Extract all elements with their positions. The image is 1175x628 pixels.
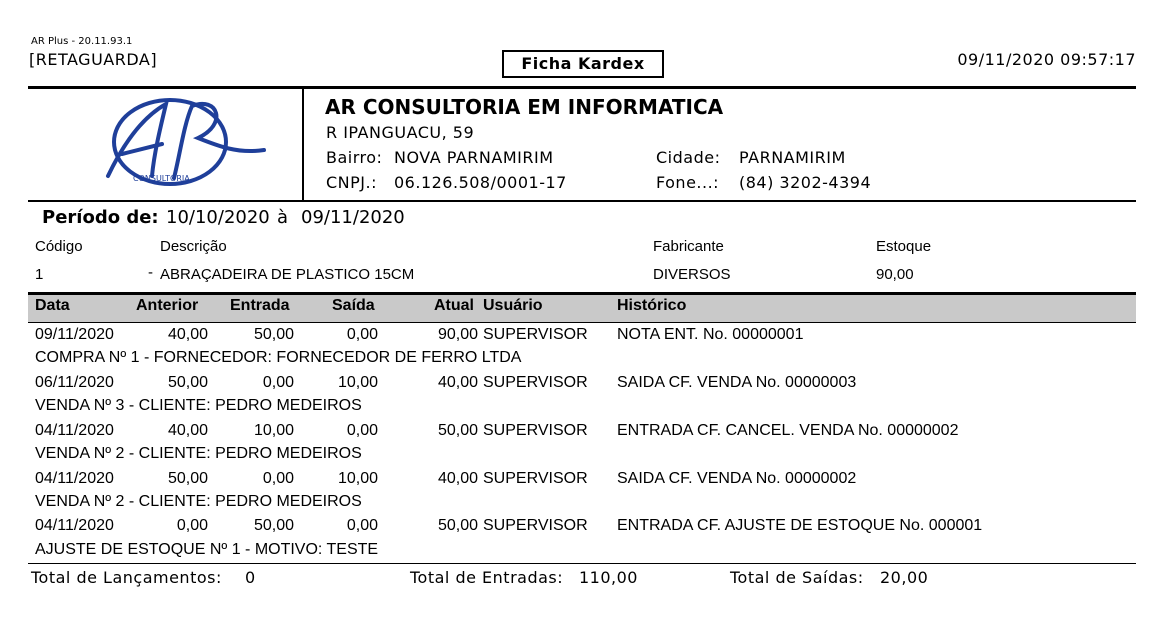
row-entrada: 50,00: [253, 326, 294, 343]
company-address: R IPANGUACU, 59: [326, 123, 475, 142]
row-entrada: 10,00: [253, 422, 294, 439]
period-end: 09/11/2020: [301, 207, 405, 228]
row-usuario: SUPERVISOR: [483, 517, 588, 534]
descricao-value: ABRAÇADEIRA DE PLASTICO 15CM: [160, 266, 415, 283]
row-data: 09/11/2020: [35, 326, 114, 343]
row-data: 04/11/2020: [35, 422, 114, 439]
estoque-value: 90,00: [876, 266, 914, 283]
fabricante-label: Fabricante: [653, 238, 724, 255]
row-historico: SAIDA CF. VENDA No. 00000003: [617, 374, 857, 391]
total-entradas-value: 110,00: [579, 568, 638, 587]
bairro-value: NOVA PARNAMIRIM: [394, 148, 554, 167]
cidade-value: PARNAMIRIM: [739, 148, 846, 167]
row-atual: 50,00: [437, 422, 478, 439]
row-saida: 10,00: [337, 374, 378, 391]
col-entrada: Entrada: [230, 297, 290, 314]
row-usuario: SUPERVISOR: [483, 470, 588, 487]
report-title: Ficha Kardex: [502, 50, 664, 78]
row-data: 04/11/2020: [35, 470, 114, 487]
fone-value: (84) 3202-4394: [739, 173, 872, 192]
company-divider: [302, 88, 304, 200]
row-saida: 10,00: [337, 470, 378, 487]
row-anterior: 0,00: [176, 517, 208, 534]
module-name: [RETAGUARDA]: [29, 50, 158, 69]
cidade-label: Cidade:: [656, 148, 721, 167]
app-version: AR Plus - 20.11.93.1: [31, 36, 133, 47]
col-anterior: Anterior: [136, 297, 199, 314]
row-detalhe: VENDA Nº 3 - CLIENTE: PEDRO MEDEIROS: [35, 397, 362, 414]
col-saida: Saída: [332, 297, 375, 314]
row-entrada: 50,00: [253, 517, 294, 534]
row-anterior: 40,00: [167, 326, 208, 343]
total-entradas-label: Total de Entradas:: [410, 568, 564, 587]
table-header-divider: [28, 322, 1136, 323]
row-atual: 40,00: [437, 374, 478, 391]
descricao-dash: -: [148, 264, 153, 281]
codigo-label: Código: [35, 238, 83, 255]
bairro-label: Bairro:: [326, 148, 383, 167]
row-atual: 50,00: [437, 517, 478, 534]
row-detalhe: VENDA Nº 2 - CLIENTE: PEDRO MEDEIROS: [35, 445, 362, 462]
logo-text: CONSULTORIA: [133, 174, 190, 183]
total-lancamentos-value: 0: [245, 568, 256, 587]
row-entrada: 0,00: [262, 470, 294, 487]
row-detalhe: AJUSTE DE ESTOQUE Nº 1 - MOTIVO: TESTE: [35, 541, 379, 558]
estoque-label: Estoque: [876, 238, 932, 255]
row-data: 06/11/2020: [35, 374, 114, 391]
row-historico: SAIDA CF. VENDA No. 00000002: [617, 470, 857, 487]
row-anterior: 50,00: [167, 374, 208, 391]
row-saida: 0,00: [346, 422, 378, 439]
row-atual: 90,00: [437, 326, 478, 343]
total-saidas-label: Total de Saídas:: [730, 568, 864, 587]
cnpj-value: 06.126.508/0001-17: [394, 173, 567, 192]
footer-divider: [28, 563, 1136, 564]
period-sep: à: [277, 207, 289, 228]
row-anterior: 40,00: [167, 422, 208, 439]
row-atual: 40,00: [437, 470, 478, 487]
row-saida: 0,00: [346, 517, 378, 534]
row-usuario: SUPERVISOR: [483, 374, 588, 391]
row-detalhe: VENDA Nº 2 - CLIENTE: PEDRO MEDEIROS: [35, 493, 362, 510]
col-atual: Atual: [434, 297, 474, 314]
total-lancamentos-label: Total de Lançamentos:: [31, 568, 222, 587]
fabricante-value: DIVERSOS: [653, 266, 731, 283]
fone-label: Fone...:: [656, 173, 720, 192]
period-label: Período de:: [42, 207, 159, 228]
row-entrada: 0,00: [262, 374, 294, 391]
row-usuario: SUPERVISOR: [483, 326, 588, 343]
header-divider: [28, 86, 1136, 89]
row-historico: NOTA ENT. No. 00000001: [617, 326, 804, 343]
col-usuario: Usuário: [483, 297, 543, 314]
total-saidas-value: 20,00: [880, 568, 929, 587]
company-logo: [88, 94, 268, 194]
descricao-label: Descrição: [160, 238, 227, 255]
row-historico: ENTRADA CF. AJUSTE DE ESTOQUE No. 000001: [617, 517, 983, 534]
row-usuario: SUPERVISOR: [483, 422, 588, 439]
report-datetime: 09/11/2020 09:57:17: [957, 50, 1136, 69]
ar-logo-icon: [88, 94, 268, 194]
row-data: 04/11/2020: [35, 517, 114, 534]
cnpj-label: CNPJ.:: [326, 173, 377, 192]
col-data: Data: [35, 297, 70, 314]
company-bottom-divider: [28, 200, 1136, 202]
row-anterior: 50,00: [167, 470, 208, 487]
period-start: 10/10/2020: [166, 207, 270, 228]
codigo-value: 1: [35, 266, 44, 283]
row-saida: 0,00: [346, 326, 378, 343]
company-name: AR CONSULTORIA EM INFORMATICA: [325, 95, 724, 119]
row-detalhe: COMPRA Nº 1 - FORNECEDOR: FORNECEDOR DE FERRO LTDA: [35, 349, 522, 366]
row-historico: ENTRADA CF. CANCEL. VENDA No. 00000002: [617, 422, 959, 439]
col-historico: Histórico: [617, 297, 687, 314]
